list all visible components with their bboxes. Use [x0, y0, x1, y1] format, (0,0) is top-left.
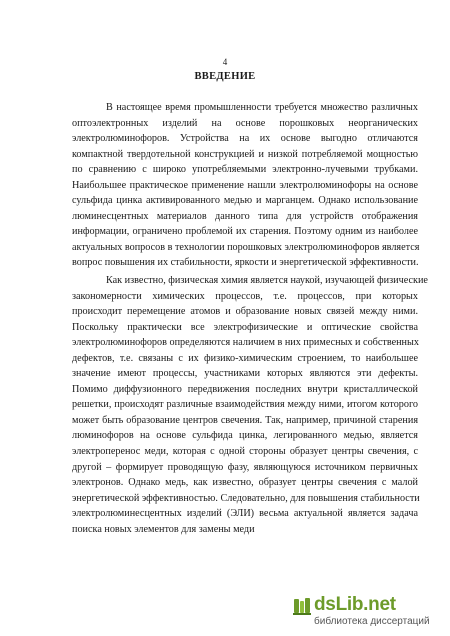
text-line: люминофоров на основе сульфида цинка, легированного медью, является [72, 430, 418, 442]
document-body [72, 100, 428, 537]
text-line: по сравнению с широко употребляемыми электронно-лучевыми трубками. [72, 164, 418, 176]
watermark-brand: dsLib.net [314, 594, 396, 615]
text-line: поиска новых элементов для замены меди [72, 523, 255, 535]
text-line: электронов. Однако медь, как известно, образует центры свечения с малой [72, 477, 418, 489]
text-line: Как известно, физическая химия является наукой, изучающей физические [106, 275, 428, 287]
text-line: Наибольшее практическое применение нашли электролюминофоры на основе [72, 179, 418, 191]
text-line: значение имеют процессы, участниками которых являются эти дефекты. [72, 368, 418, 380]
text-line: информации, ограничено проблемой их старения. Поэтому одним из наиболее [72, 226, 418, 238]
text-line: происходит перемещение атомов и образование новых связей между ними. [72, 306, 418, 318]
text-line: дефектов, т.е. связаны с их физико-химическим строением, то наибольшее [72, 352, 418, 364]
text-line: компактной твердотельной конструкцией и низкой потребляемой мощностью [72, 148, 418, 160]
text-line: другой – формирует проводящую фазу, являющуюся источником первичных [72, 461, 418, 473]
text-line: Поскольку практически все электрофизические и оптические свойства [72, 321, 418, 333]
text-line: оптоэлектронных изделий на основе порошковых неорганических [72, 117, 418, 129]
page-number: 4 [222, 57, 228, 67]
text-line: может быть образование центров свечения. Так, например, причиной старения [72, 414, 418, 426]
text-line: электролюминофоров. Устройства на их основе выгодно отличаются [72, 133, 418, 145]
text-line: электролюминесцентных изделий (ЭЛИ) весьма актуальной является задача [72, 508, 418, 520]
paragraph-2 [72, 273, 428, 537]
page-title: ВВЕДЕНИЕ [194, 71, 256, 82]
text-line: электроперенос меди, которая с одной стороны образует центры свечения, с [72, 446, 418, 458]
paragraph-1 [72, 100, 418, 271]
text-line: энергетической эффективностью. Следовательно, для повышения стабильности [72, 492, 420, 504]
text-line: электролюминофоров определяются наличием в них примесных и собственных [72, 337, 419, 349]
text-line: сульфида цинка активированного медью и марганцем. Однако использование [72, 195, 418, 207]
text-line: вопрос повышения их стабильности, яркости и энергетической эффективности. [72, 257, 419, 269]
text-line: закономерности химических процессов, т.е. процессов, при которых [72, 290, 418, 302]
text-line: люминесцентных материалов данного типа для устройств отображения [72, 210, 418, 222]
book-stack-icon [292, 596, 312, 616]
watermark-subtitle: библиотека диссертаций [314, 616, 430, 627]
text-line: В настоящее время промышленности требуется множество различных [106, 102, 418, 113]
watermark-logo [292, 596, 442, 628]
text-line: решетки, происходят различные взаимодействия между ними, итогом которого [72, 399, 418, 411]
text-line: Помимо диффузионного передвижения последних внутри кристаллической [72, 383, 418, 395]
text-line: актуальных вопросов в технологии порошковых электролюминофоров является [72, 241, 420, 253]
